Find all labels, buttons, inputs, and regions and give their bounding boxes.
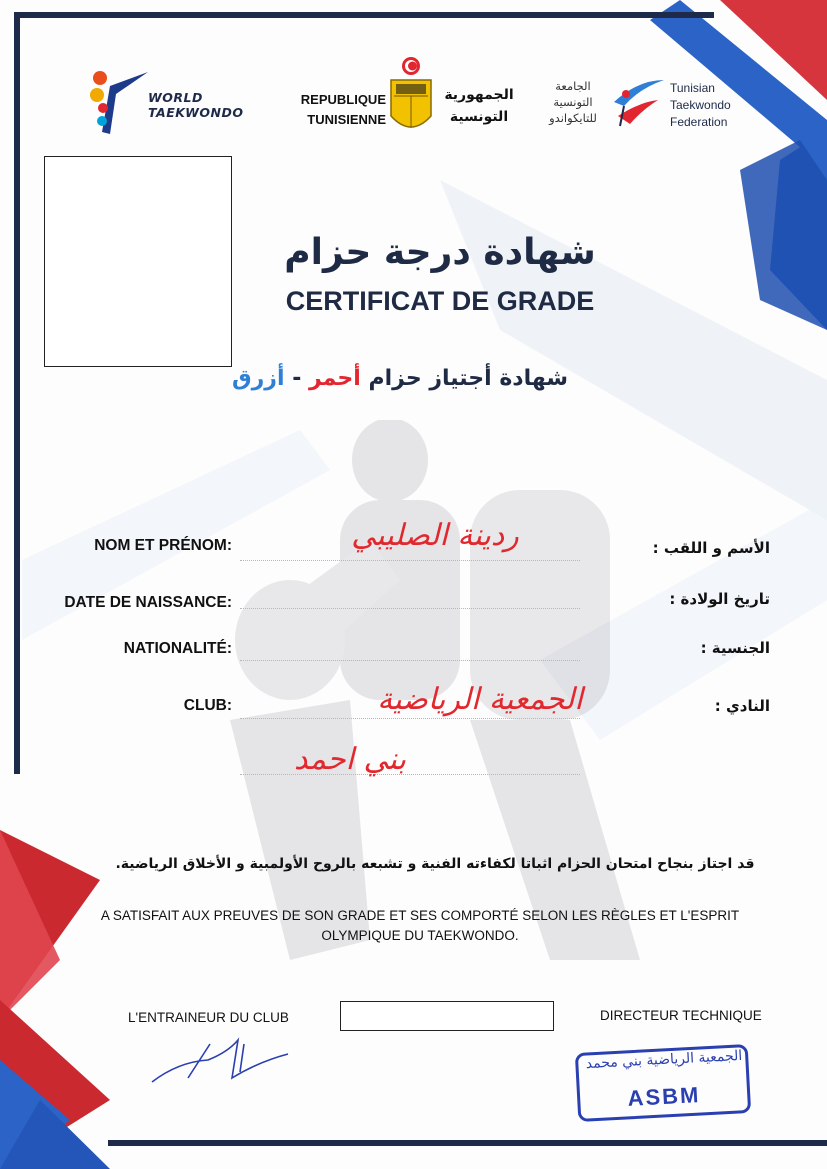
federation-name-ar: الجامعة التونسية للتايكواندو [549,79,597,125]
stamp-text-ar: الجمعية الرياضية بني محمد [585,1047,743,1073]
nationality-line [240,660,580,661]
club-label-fr: CLUB: [183,697,232,714]
birth-line [240,608,580,609]
republique-tunisienne-ar: الجمهورية التونسية [444,87,514,125]
belt-color-blue: أزرق [231,366,285,391]
tunisia-coat-of-arms [386,56,436,138]
frame-left-border [14,12,20,774]
belt-color-red: أحمر [309,366,361,391]
club-value-line1: الجمعية الرياضية [377,682,583,717]
frame-top-border [14,12,714,18]
nationality-label-ar: الجنسية : [700,639,770,657]
photo-placeholder [44,156,232,367]
world-taekwondo-text: WORLD TAEKWONDO [148,90,244,120]
trainer-signature [148,1032,298,1088]
belt-subtitle [180,366,620,391]
certificate-title-fr: CERTIFICAT DE GRADE [285,286,595,316]
subtitle-separator: - [292,366,302,391]
club-label-ar: النادي : [714,697,770,715]
birth-label-ar: تاريخ الولادة : [669,590,770,608]
federation-logo [610,76,666,128]
nationality-label-fr: NATIONALITÉ: [123,640,232,657]
name-label-fr: NOM ET PRÉNOM: [94,537,232,554]
world-taekwondo-logo [88,68,150,142]
republique-tunisienne-fr: REPUBLIQUE TUNISIENNE [300,92,386,127]
stamp-text-en: ASBM [626,1082,701,1111]
statement-fr: A SATISFAIT AUX PREUVES DE SON GRADE ET SES COMPORTÉ SELON LES RÈGLES ET L'ESPRIT OLYMPIQUE DU TAEKWONDO. [100,908,740,943]
name-line [240,560,580,561]
director-label: DIRECTEUR TECHNIQUE [600,1008,762,1023]
federation-name-en: Tunisian Taekwondo Federation [670,81,731,129]
trainer-label: L'ENTRAINEUR DU CLUB [128,1010,289,1025]
name-label-ar: الأسم و اللقب : [652,539,770,557]
statement-ar: قد اجتاز بنجاح امتحان الحزام اثباتا لكفاءته الفنية و تشبعه بالروح الأولمبية و الأخلاق الرياضية. [115,856,755,872]
frame-bottom-border [108,1140,827,1146]
name-value: ردينة الصليبي [351,518,519,553]
signature-box [340,1001,554,1031]
subtitle-prefix: شهادة أجتياز حزام [368,366,569,391]
certificate-title-ar: شهادة درجة حزام [284,232,596,273]
club-line [240,718,580,719]
club-value-line2: بني احمد [294,742,406,777]
birth-label-fr: DATE DE NAISSANCE: [64,594,232,611]
